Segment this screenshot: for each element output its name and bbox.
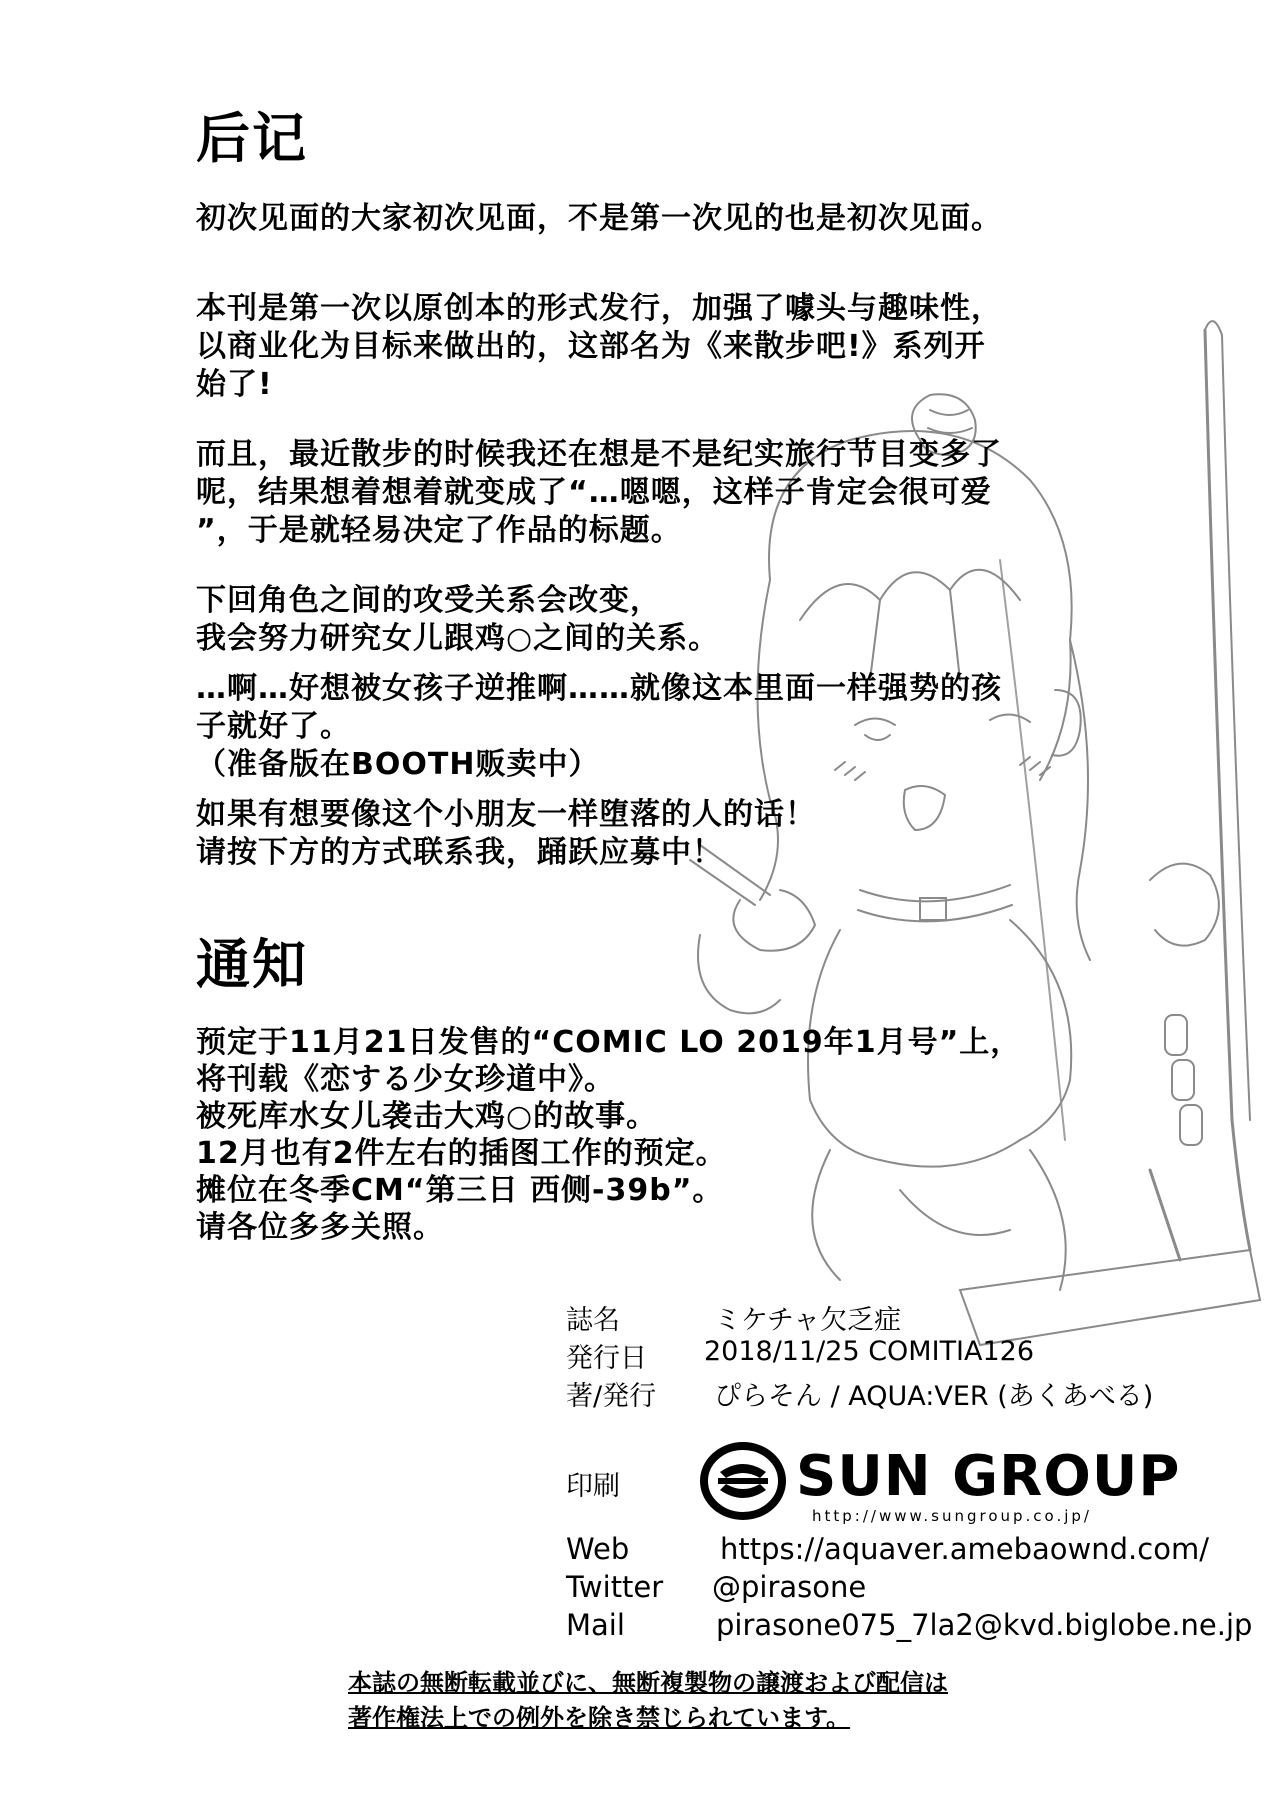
contact-label: Mail xyxy=(566,1608,625,1642)
afterword-paragraph: 初次见面的大家初次见面，不是第一次见的也是初次见面。 xyxy=(196,201,1002,236)
web-link[interactable]: https://aquaver.amebaownd.com/ xyxy=(720,1532,1209,1566)
contact-twitter xyxy=(566,1570,867,1604)
contact-web xyxy=(566,1532,1209,1566)
sun-group-logo-text: SUN GROUP xyxy=(796,1444,1181,1509)
contact-mail xyxy=(566,1608,1253,1642)
sun-group-url: http://www.sungroup.co.jp/ xyxy=(812,1507,1092,1525)
twitter-handle[interactable]: @pirasone xyxy=(712,1570,867,1604)
afterword-paragraph: 下回角色之间的攻受关系会改变， 我会努力研究女儿跟鸡○之间的关系。 xyxy=(196,583,720,656)
colophon-label: 印刷 xyxy=(566,1471,620,1502)
colophon-value: ぴらそん / AQUA:VER (あくあべる) xyxy=(714,1381,1154,1412)
copyright-notice-line: 著作権法上での例外を除き禁じられています。 xyxy=(348,1704,851,1732)
sun-group-mark-icon xyxy=(700,1442,786,1520)
colophon-label: 著/発行 xyxy=(566,1381,657,1412)
colophon-value: ミケチャ欠乏症 xyxy=(714,1305,902,1336)
notice-heading: 通知 xyxy=(196,933,308,996)
contact-label: Twitter xyxy=(566,1570,664,1604)
copyright-notice-line: 本誌の無断転載並びに、無断複製物の譲渡および配信は xyxy=(348,1669,948,1697)
colophon-label: 誌名 xyxy=(566,1305,620,1336)
afterword-paragraph: …啊…好想被女孩子逆推啊……就像这本里面一样强势的孩 子就好了。 （准备版在BOOTH贩卖中） xyxy=(196,671,1002,782)
sun-group-logo xyxy=(700,1442,1181,1525)
afterword-heading: 后记 xyxy=(196,107,308,170)
colophon-label: 発行日 xyxy=(566,1343,647,1374)
contact-label: Web xyxy=(566,1532,630,1566)
afterword-paragraph: 而且，最近散步的时候我还在想是不是纪实旅行节目变多了 呢，结果想着想着就变成了“…嗯嗯，这样子肯定会很可爱 ”，于是就轻易决定了作品的标题。 xyxy=(196,437,1002,548)
notice-text: 预定于11月21日发售的“COMIC LO 2019年1月号”上， 将刊载《恋する少女珍道中》。 被死库水女儿袭击大鸡○的故事。 12月也有2件左右的插图工作的预定。 摊位在冬季CM“第三日 西侧-39b”。 请各位多多关照。 xyxy=(196,1025,1022,1245)
afterword-paragraph: 如果有想要像这个小朋友一样堕落的人的话！ 请按下方的方式联系我，踊跃应募中！ xyxy=(196,797,816,870)
afterword-paragraph: 本刊是第一次以原创本的形式发行，加强了噱头与趣味性， 以商业化为目标来做出的，这部名为《来散步吧!》系列开 始了! xyxy=(196,291,1002,402)
colophon-value: 2018/11/25 COMITIA126 xyxy=(704,1336,1035,1367)
mail-address[interactable]: pirasone075_7la2@kvd.biglobe.ne.jp xyxy=(716,1608,1253,1642)
